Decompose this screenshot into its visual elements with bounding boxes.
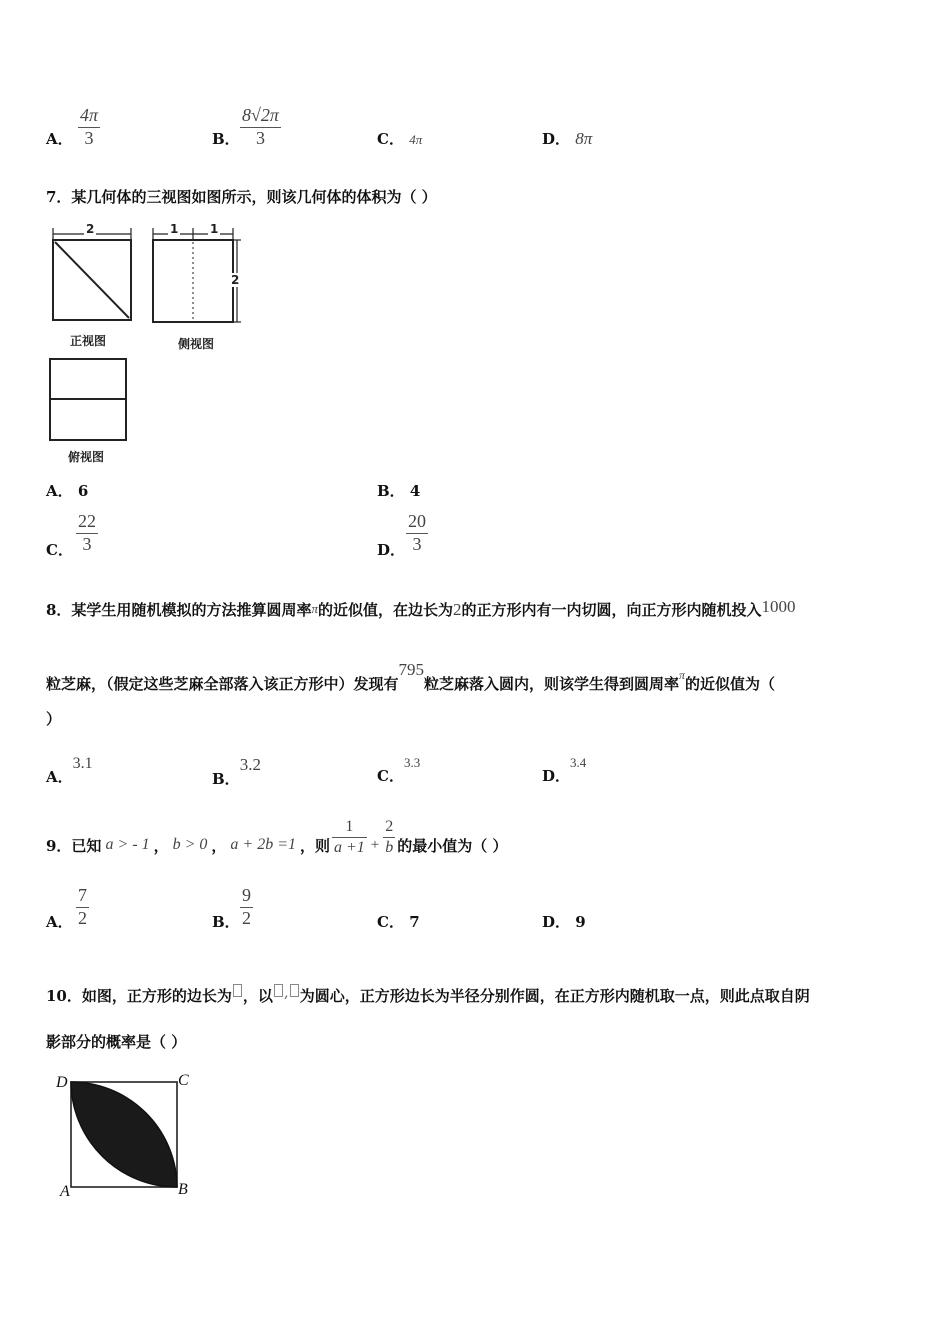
denominator: 2: [242, 907, 251, 928]
q7-option-a[interactable]: [46, 480, 88, 501]
q7-option-d[interactable]: [377, 539, 405, 560]
missing-glyph-box: [274, 984, 283, 997]
option-letter: A．: [46, 482, 73, 500]
numerator: 7: [78, 885, 87, 905]
q7-option-b[interactable]: [377, 480, 420, 501]
q6-option-a-fraction: [78, 106, 100, 149]
q9-option-b-fraction: [240, 886, 253, 929]
q9-option-d[interactable]: [542, 911, 586, 932]
denominator: 3: [84, 127, 94, 148]
q6-option-d[interactable]: [542, 128, 592, 149]
q10-line1: 10．如图，正方形的边长为 ，以 , 为圆心，正方形边长为半径分别作圆，在正方形内随机取一点，则此点取自阴: [46, 983, 810, 1005]
numerator: 4π: [80, 105, 99, 125]
option-letter: C．: [377, 130, 404, 148]
q6-option-c[interactable]: [377, 128, 422, 149]
numerator: 2: [385, 818, 394, 835]
q9-option-c[interactable]: [377, 911, 420, 932]
q6-option-b-fraction: [240, 106, 281, 149]
q8-text: 8．某学生用随机模拟的方法推算圆周率: [46, 601, 312, 619]
numerator: 9: [242, 885, 251, 905]
option-value: 4: [409, 482, 421, 500]
q10-line2: 影部分的概率是（ ）: [46, 1033, 187, 1051]
option-letter: B．: [212, 130, 240, 148]
q7-option-c-fraction: [76, 512, 98, 555]
q7-stem: 7．某几何体的三视图如图所示，则该几何体的体积为（ ）: [46, 188, 437, 206]
q9-text: ，则: [299, 836, 330, 855]
option-value: 9: [575, 913, 586, 931]
side-length: 2: [452, 600, 462, 619]
q8-option-c[interactable]: [377, 755, 420, 786]
q8-text: 粒芝麻，（假定这些芝麻全部落入该正方形中）发现有: [46, 675, 399, 693]
numerator: 8√2π: [242, 105, 279, 125]
q9-text: 的最小值为（ ）: [397, 836, 508, 855]
option-letter: D．: [377, 541, 406, 559]
q10-text: ，以: [242, 987, 273, 1005]
denominator: 3: [255, 127, 265, 148]
corner-label-b: B: [178, 1181, 188, 1198]
option-value: 7: [409, 913, 420, 931]
option-letter: D．: [542, 913, 571, 931]
side-dim-height: 2: [231, 273, 240, 287]
option-letter: C．: [377, 767, 404, 785]
side-view-label: 侧视图: [178, 337, 215, 351]
option-letter: B．: [212, 913, 240, 931]
q6-option-a[interactable]: [46, 128, 73, 149]
q8-option-a[interactable]: [46, 755, 93, 787]
condition-sum: a + 2b =1: [230, 836, 296, 854]
front-view-drawing: [48, 222, 138, 332]
pi-symbol: π: [679, 668, 686, 682]
denominator: 3: [82, 533, 92, 554]
missing-glyph-box: [233, 984, 242, 997]
q9-option-a[interactable]: [46, 911, 73, 932]
q8-text: 粒芝麻落入圆内，则该学生得到圆周率: [424, 675, 680, 693]
front-view-label: 正视图: [70, 334, 107, 348]
option-value: 6: [77, 482, 89, 500]
option-letter: A．: [46, 130, 73, 148]
option-letter: A．: [46, 768, 73, 786]
q9-text: ，: [211, 836, 227, 855]
option-value: 3.1: [72, 755, 93, 772]
option-letter: B．: [377, 482, 405, 500]
q8-line3: ）: [46, 710, 62, 728]
q9-text: 9．已知: [46, 836, 102, 855]
q9-stem: [46, 818, 508, 864]
top-view-divider: [49, 398, 127, 400]
option-letter: A．: [46, 913, 73, 931]
option-letter: C．: [46, 541, 73, 559]
q6-option-b[interactable]: [212, 128, 240, 149]
fraction-1-over-a1: [332, 818, 367, 856]
numerator: 1: [345, 818, 354, 835]
q9-text: ，: [153, 836, 169, 855]
q8-text: 的近似值，在边长为: [317, 601, 453, 619]
front-dim-label: 2: [86, 222, 95, 236]
option-letter: C．: [377, 913, 404, 931]
q7-option-d-fraction: [406, 512, 428, 555]
corner-label-c: C: [178, 1072, 189, 1089]
option-letter: B．: [212, 770, 240, 788]
numerator: 22: [78, 511, 96, 531]
denominator: 3: [412, 533, 422, 554]
q8-line1: [46, 597, 796, 620]
denominator: a +1: [334, 838, 365, 856]
option-letter: D．: [542, 767, 571, 785]
side-dim-right: 1: [210, 222, 219, 236]
q8-line2: [46, 660, 775, 694]
count-795: 795: [398, 660, 425, 679]
condition-a: a > - 1: [105, 836, 150, 854]
fraction-2-over-b: [383, 818, 395, 856]
condition-b: b > 0: [172, 836, 208, 854]
option-value: 3.2: [239, 755, 261, 774]
numerator: 20: [408, 511, 426, 531]
corner-label-d: D: [56, 1074, 68, 1091]
pi-symbol: π: [311, 601, 318, 616]
count-1000: 1000: [761, 597, 796, 616]
q9-option-a-fraction: [76, 886, 89, 929]
missing-glyph-box: [290, 984, 299, 997]
q10-text: 为圆心，正方形边长为半径分别作圆，在正方形内随机取一点，则此点取自阴: [299, 987, 810, 1005]
option-value: 3.3: [403, 755, 421, 770]
denominator: b: [385, 838, 394, 856]
top-view-label: 俯视图: [68, 450, 105, 464]
q8-option-d[interactable]: [542, 755, 586, 786]
q7-option-c[interactable]: [46, 539, 73, 560]
corner-label-a: A: [60, 1183, 70, 1200]
denominator: 2: [78, 907, 87, 928]
option-letter: D．: [542, 130, 571, 148]
q8-text: 的正方形内有一内切圆，向正方形内随机投入: [461, 601, 762, 619]
square-lens-drawing: [52, 1070, 197, 1205]
option-value: 3.4: [570, 755, 587, 770]
q10-text: 10．如图，正方形的边长为: [46, 987, 232, 1005]
q9-option-b[interactable]: [212, 911, 240, 932]
q8-option-b[interactable]: [212, 755, 261, 789]
option-value: 4π: [409, 132, 423, 147]
q8-text: 的近似值为（: [685, 675, 776, 693]
side-dim-left: 1: [170, 222, 179, 236]
plus-sign: +: [370, 836, 380, 853]
option-value: 8π: [575, 129, 593, 148]
